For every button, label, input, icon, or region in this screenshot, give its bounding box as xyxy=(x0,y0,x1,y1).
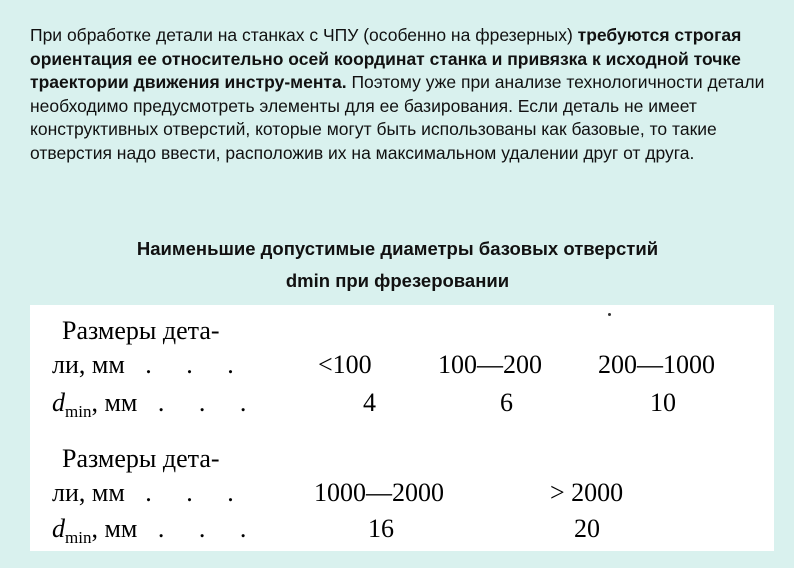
block2-dmin-label: $d_{min}$, мм . . . xyxy=(52,514,261,548)
table-heading xyxy=(30,233,765,297)
block2-label-line2: ли, мм . . . xyxy=(52,478,248,507)
block1-value-3: 10 xyxy=(650,388,676,417)
block1-value-2: 6 xyxy=(500,388,513,417)
block1-size-1: <100 xyxy=(318,350,372,379)
scan-speck xyxy=(608,313,611,316)
intro-paragraph xyxy=(30,24,775,165)
heading-line-2: dmin при фрезеровании xyxy=(285,270,510,291)
scanned-table-image xyxy=(30,305,774,551)
block1-label-line1: Размеры дета- xyxy=(62,316,220,345)
block2-size-2: > 2000 xyxy=(550,478,624,507)
block1-value-1: 4 xyxy=(363,388,376,417)
intro-bold-text: требуются строгая ориентация ее относительно осей координат станка и привязка к исходной точке траектории движения инстру-мента. xyxy=(30,25,742,92)
block2-label-line1: Размеры дета- xyxy=(62,444,220,473)
heading-line-1: Наименьшие допустимые диаметры базовых отверстий xyxy=(136,238,659,259)
block2-value-2: 20 xyxy=(574,514,600,543)
block2-value-1: 16 xyxy=(368,514,394,543)
block1-dmin-label: $d_{min}$, мм . . . xyxy=(52,388,261,422)
intro-text-continued: Поэтому уже при анализе технологичности детали необходимо предусмотреть элементы для ее базирования. Если деталь не имеет конструктивных отверстий, которые могут быть использованы как базовые, то такие отверстия надо ввести, расположив их на максимальном удалении друг от друга. xyxy=(30,72,765,163)
block1-size-3: 200—1000 xyxy=(598,350,715,379)
intro-text: При обработке детали на станках с ЧПУ (особенно на фрезерных) xyxy=(30,25,573,45)
block2-size-1: 1000—2000 xyxy=(314,478,444,507)
block1-size-2: 100—200 xyxy=(438,350,542,379)
block1-label-line2: ли, мм . . . xyxy=(52,350,248,379)
